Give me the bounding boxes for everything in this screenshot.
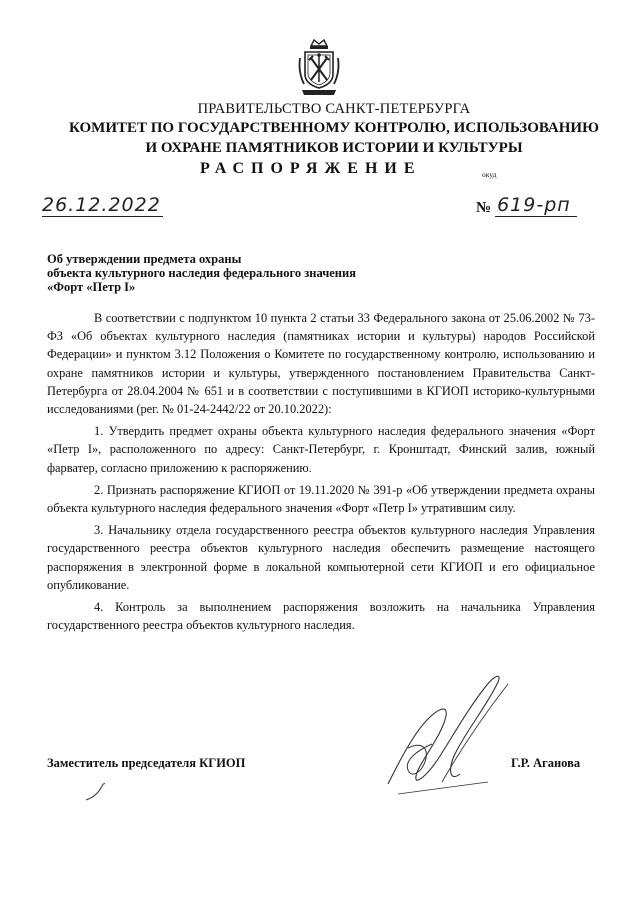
committee-name-line-2: И ОХРАНЕ ПАМЯТНИКОВ ИСТОРИИ И КУЛЬТУРЫ [145, 140, 523, 156]
handwritten-signature [368, 664, 518, 804]
number-value: 619-рп [495, 194, 577, 217]
subject-line: Об утверждении предмета охраны [47, 252, 242, 266]
document-date: 26.12.2022 [42, 194, 161, 216]
document-number [476, 194, 577, 217]
signer-title: Заместитель председателя КГИОП [47, 756, 246, 770]
coat-of-arms-icon [296, 38, 342, 98]
body-paragraph: 3. Начальнику отдела государственного реестра объектов культурного наследия Управления государственного реестра объектов культурного наследия обеспечить размещение настоящего распоряжения в электронной форме в локальной компьютерной сети КГИОП и его официальное опубликование. [47, 523, 595, 592]
body-paragraph: 4. Контроль за выполнением распоряжения возложить на начальника Управления государственного реестра объектов культурного наследия. [47, 600, 595, 633]
subject-line: «Форт «Петр I» [47, 280, 136, 294]
body-paragraph: В соответствии с подпунктом 10 пункта 2 статьи 33 Федерального закона от 25.06.2002 № 73-ФЗ «Об объектах культурного наследия (памятниках истории и культуры) народов Российской Федерации» и пунктом 3.12 Положения о Комитете по государственному контролю, использованию и охране памятников истории и культуры, утвержденного постановлением Правительства Санкт-Петербурга от 28.04.2004 № 651 и в соответствии с поступившими в КГИОП историко-культурными исследованиями (рег. № 01-24-2442/22 от 20.10.2022): [47, 311, 595, 417]
document-subject [47, 252, 356, 294]
number-prefix: № [476, 200, 492, 216]
subject-line: объекта культурного наследия федерального значения [47, 266, 356, 280]
document-type: РАСПОРЯЖЕНИЕ [200, 160, 422, 177]
government-name: ПРАВИТЕЛЬСТВО САНКТ-ПЕТЕРБУРГА [197, 101, 471, 117]
document-body [47, 309, 595, 638]
handwritten-mark [82, 780, 112, 804]
body-paragraph: 1. Утвердить предмет охраны объекта культурного наследия федерального значения «Форт «Петр I», расположенного по адресу: Санкт-Петербург, г. Кронштадт, Финский залив, южный фарватер, согласно приложению к распоряжению. [47, 424, 595, 475]
document-header [0, 100, 640, 186]
signer-name: Г.Р. Аганова [511, 756, 581, 770]
okud-label: окуд [482, 170, 497, 179]
committee-name-line-1: КОМИТЕТ ПО ГОСУДАРСТВЕННОМУ КОНТРОЛЮ, ИСПОЛЬЗОВАНИЮ [69, 120, 599, 136]
body-paragraph: 2. Признать распоряжение КГИОП от 19.11.2020 № 391-р «Об утверждении предмета охраны объекта культурного наследия федерального значения «Форт «Петр I» утратившим силу. [47, 482, 595, 516]
